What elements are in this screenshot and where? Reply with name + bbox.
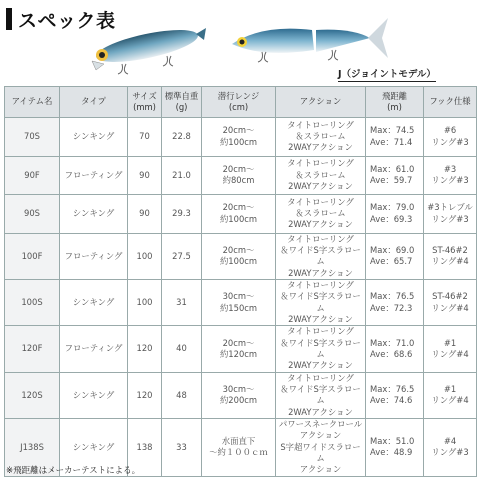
cell-type: フローティング bbox=[60, 326, 128, 372]
cell-hook: #3 リング#3 bbox=[424, 156, 477, 195]
table-row bbox=[5, 279, 477, 325]
column-header: アクション bbox=[276, 87, 366, 118]
cell-distance: Max：79.0 Ave：69.3 bbox=[366, 195, 424, 234]
cell-action: タイトローリング ＆ワイドS字スラローム 2WAYアクション bbox=[276, 279, 366, 325]
cell-item: 90S bbox=[5, 195, 60, 234]
column-header: 飛距離 (m) bbox=[366, 87, 424, 118]
cell-item: 90F bbox=[5, 156, 60, 195]
cell-hook: ST-46#2 リング#4 bbox=[424, 233, 477, 279]
cell-type: シンキング bbox=[60, 419, 128, 477]
cell-item: J138S bbox=[5, 419, 60, 477]
cell-weight: 29.3 bbox=[162, 195, 202, 234]
cell-type: シンキング bbox=[60, 279, 128, 325]
cell-range: 20cm〜 約100cm bbox=[202, 233, 276, 279]
cell-range: 20cm〜 約120cm bbox=[202, 326, 276, 372]
cell-weight: 40 bbox=[162, 326, 202, 372]
cell-distance: Max：51.0 Ave：48.9 bbox=[366, 419, 424, 477]
cell-distance: Max：76.5 Ave：72.3 bbox=[366, 279, 424, 325]
cell-action: タイトローリング ＆ワイドS字スラローム 2WAYアクション bbox=[276, 372, 366, 418]
table-row bbox=[5, 156, 477, 195]
cell-action: タイトローリング ＆スラローム 2WAYアクション bbox=[276, 118, 366, 157]
cell-distance: Max：61.0 Ave：59.7 bbox=[366, 156, 424, 195]
cell-action: タイトローリング ＆スラローム 2WAYアクション bbox=[276, 195, 366, 234]
cell-type: シンキング bbox=[60, 372, 128, 418]
cell-type: フローティング bbox=[60, 233, 128, 279]
footnote: ※飛距離はメーカーテストによる。 bbox=[6, 466, 141, 476]
cell-size: 70 bbox=[128, 118, 162, 157]
cell-weight: 31 bbox=[162, 279, 202, 325]
cell-distance: Max：74.5 Ave：71.4 bbox=[366, 118, 424, 157]
cell-item: 120F bbox=[5, 326, 60, 372]
cell-size: 120 bbox=[128, 372, 162, 418]
table-header-row bbox=[5, 87, 477, 118]
cell-range: 30cm〜 約150cm bbox=[202, 279, 276, 325]
cell-weight: 48 bbox=[162, 372, 202, 418]
table-row bbox=[5, 118, 477, 157]
column-header: フック仕様 bbox=[424, 87, 477, 118]
table-row bbox=[5, 326, 477, 372]
cell-hook: #4 リング#3 bbox=[424, 419, 477, 477]
cell-hook: #3トレブル リング#3 bbox=[424, 195, 477, 234]
cell-type: シンキング bbox=[60, 118, 128, 157]
cell-size: 90 bbox=[128, 156, 162, 195]
cell-range: 水面直下 〜約１００ｃｍ bbox=[202, 419, 276, 477]
cell-item: 120S bbox=[5, 372, 60, 418]
table-row bbox=[5, 233, 477, 279]
cell-size: 120 bbox=[128, 326, 162, 372]
cell-type: フローティング bbox=[60, 156, 128, 195]
cell-distance: Max：69.0 Ave：65.7 bbox=[366, 233, 424, 279]
cell-weight: 33 bbox=[162, 419, 202, 477]
cell-distance: Max：71.0 Ave：68.6 bbox=[366, 326, 424, 372]
column-header: アイテム名 bbox=[5, 87, 60, 118]
cell-distance: Max：76.5 Ave：74.6 bbox=[366, 372, 424, 418]
cell-weight: 21.0 bbox=[162, 156, 202, 195]
cell-size: 138 bbox=[128, 419, 162, 477]
cell-action: タイトローリング ＆ワイドS字スラローム 2WAYアクション bbox=[276, 233, 366, 279]
cell-hook: #6 リング#3 bbox=[424, 118, 477, 157]
joint-lure-image bbox=[222, 10, 392, 70]
cell-weight: 22.8 bbox=[162, 118, 202, 157]
joint-model-caption: J（ジョイントモデル） bbox=[338, 66, 436, 82]
cell-type: シンキング bbox=[60, 195, 128, 234]
page-title: スペック表 bbox=[18, 10, 116, 32]
spec-table bbox=[4, 86, 477, 477]
cell-hook: #1 リング#4 bbox=[424, 372, 477, 418]
cell-item: 100F bbox=[5, 233, 60, 279]
cell-range: 20cm〜 約100cm bbox=[202, 118, 276, 157]
column-header: サイズ (mm) bbox=[128, 87, 162, 118]
title-accent-bar bbox=[6, 8, 12, 30]
cell-action: パワースネークロール アクション S字超ワイドスラローム アクション bbox=[276, 419, 366, 477]
cell-size: 100 bbox=[128, 233, 162, 279]
cell-size: 100 bbox=[128, 279, 162, 325]
cell-weight: 27.5 bbox=[162, 233, 202, 279]
cell-item: 100S bbox=[5, 279, 60, 325]
cell-range: 20cm〜 約100cm bbox=[202, 195, 276, 234]
cell-action: タイトローリング ＆ワイドS字スラローム 2WAYアクション bbox=[276, 326, 366, 372]
cell-hook: #1 リング#4 bbox=[424, 326, 477, 372]
cell-action: タイトローリング ＆スラローム 2WAYアクション bbox=[276, 156, 366, 195]
cell-range: 30cm〜 約200cm bbox=[202, 372, 276, 418]
minnow-lure-image bbox=[82, 14, 232, 84]
cell-item: 70S bbox=[5, 118, 60, 157]
table-row bbox=[5, 372, 477, 418]
column-header: タイプ bbox=[60, 87, 128, 118]
cell-hook: ST-46#2 リング#4 bbox=[424, 279, 477, 325]
column-header: 標準自重 (g) bbox=[162, 87, 202, 118]
cell-range: 20cm〜 約80cm bbox=[202, 156, 276, 195]
cell-size: 90 bbox=[128, 195, 162, 234]
column-header: 潜行レンジ (cm) bbox=[202, 87, 276, 118]
table-row bbox=[5, 195, 477, 234]
